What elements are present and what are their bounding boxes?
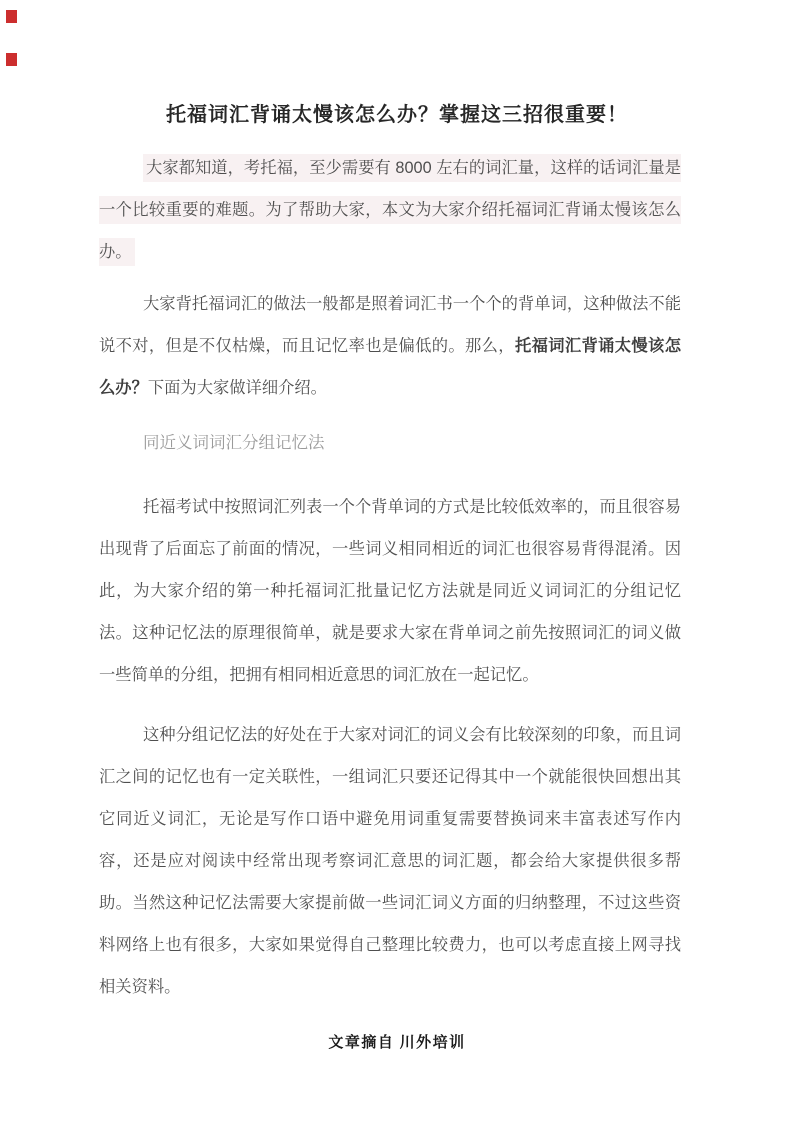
benefits-paragraph: 这种分组记忆法的好处在于大家对词汇的词义会有比较深刻的印象，而且词汇之间的记忆也有一定关联性，一组词汇只要还记得其中一个就能很快回想出其它同近义词汇，无论是写作口语中避免用词重复需要替换词来丰富表述写作内容，还是应对阅读中经常出现考察词汇意思的词汇题，都会给大家提供很多帮助。当然这种记忆法需要大家提前做一些词汇词义方面的归纳整理，不过这些资料网络上也有很多，大家如果觉得自己整理比较费力，也可以考虑直接上网寻找相关资料。 — [99, 726, 681, 996]
red-marker-icon — [6, 53, 17, 66]
paragraph-text: 大家背托福词汇的做法一般都是照着词汇书一个个的背单词，这种做法不能说不对，但是不仅枯燥，而且记忆率也是偏低的。那么， — [99, 295, 681, 355]
method-overview-paragraph — [99, 283, 681, 409]
paragraph-text: 下面为大家做详细介绍。 — [147, 379, 327, 397]
highlighted-text: 大家都知道，考托福，至少需要有 8000 左右的词汇量，这样的话词汇量是一个比较重要的难题。为了帮助大家，本文为大家介绍托福词汇背诵太慢该怎么办。 — [99, 154, 681, 266]
bold-keyphrase: 托福词汇背诵太慢该怎么办？ — [99, 337, 681, 397]
article-body — [99, 147, 681, 1008]
grouping-method-paragraph: 托福考试中按照词汇列表一个个背单词的方式是比较低效率的，而且很容易出现背了后面忘了前面的情况，一些词义相同相近的词汇也很容易背得混淆。因此，为大家介绍的第一种托福词汇批量记忆方法就是同近义词词汇的分组记忆法。这种记忆法的原理很简单，就是要求大家在背单词之前先按照词汇的词义做一些简单的分组，把拥有相同相近意思的词汇放在一起记忆。 — [99, 498, 681, 684]
section-subheading: 同近义词词汇分组记忆法 — [143, 434, 325, 452]
footer-attribution: 文章摘自 川外培训 — [328, 1035, 466, 1051]
intro-paragraph — [99, 147, 681, 273]
page-title: 托福词汇背诵太慢该怎么办？掌握这三招很重要！ — [166, 104, 628, 126]
red-marker-icon — [6, 10, 17, 23]
